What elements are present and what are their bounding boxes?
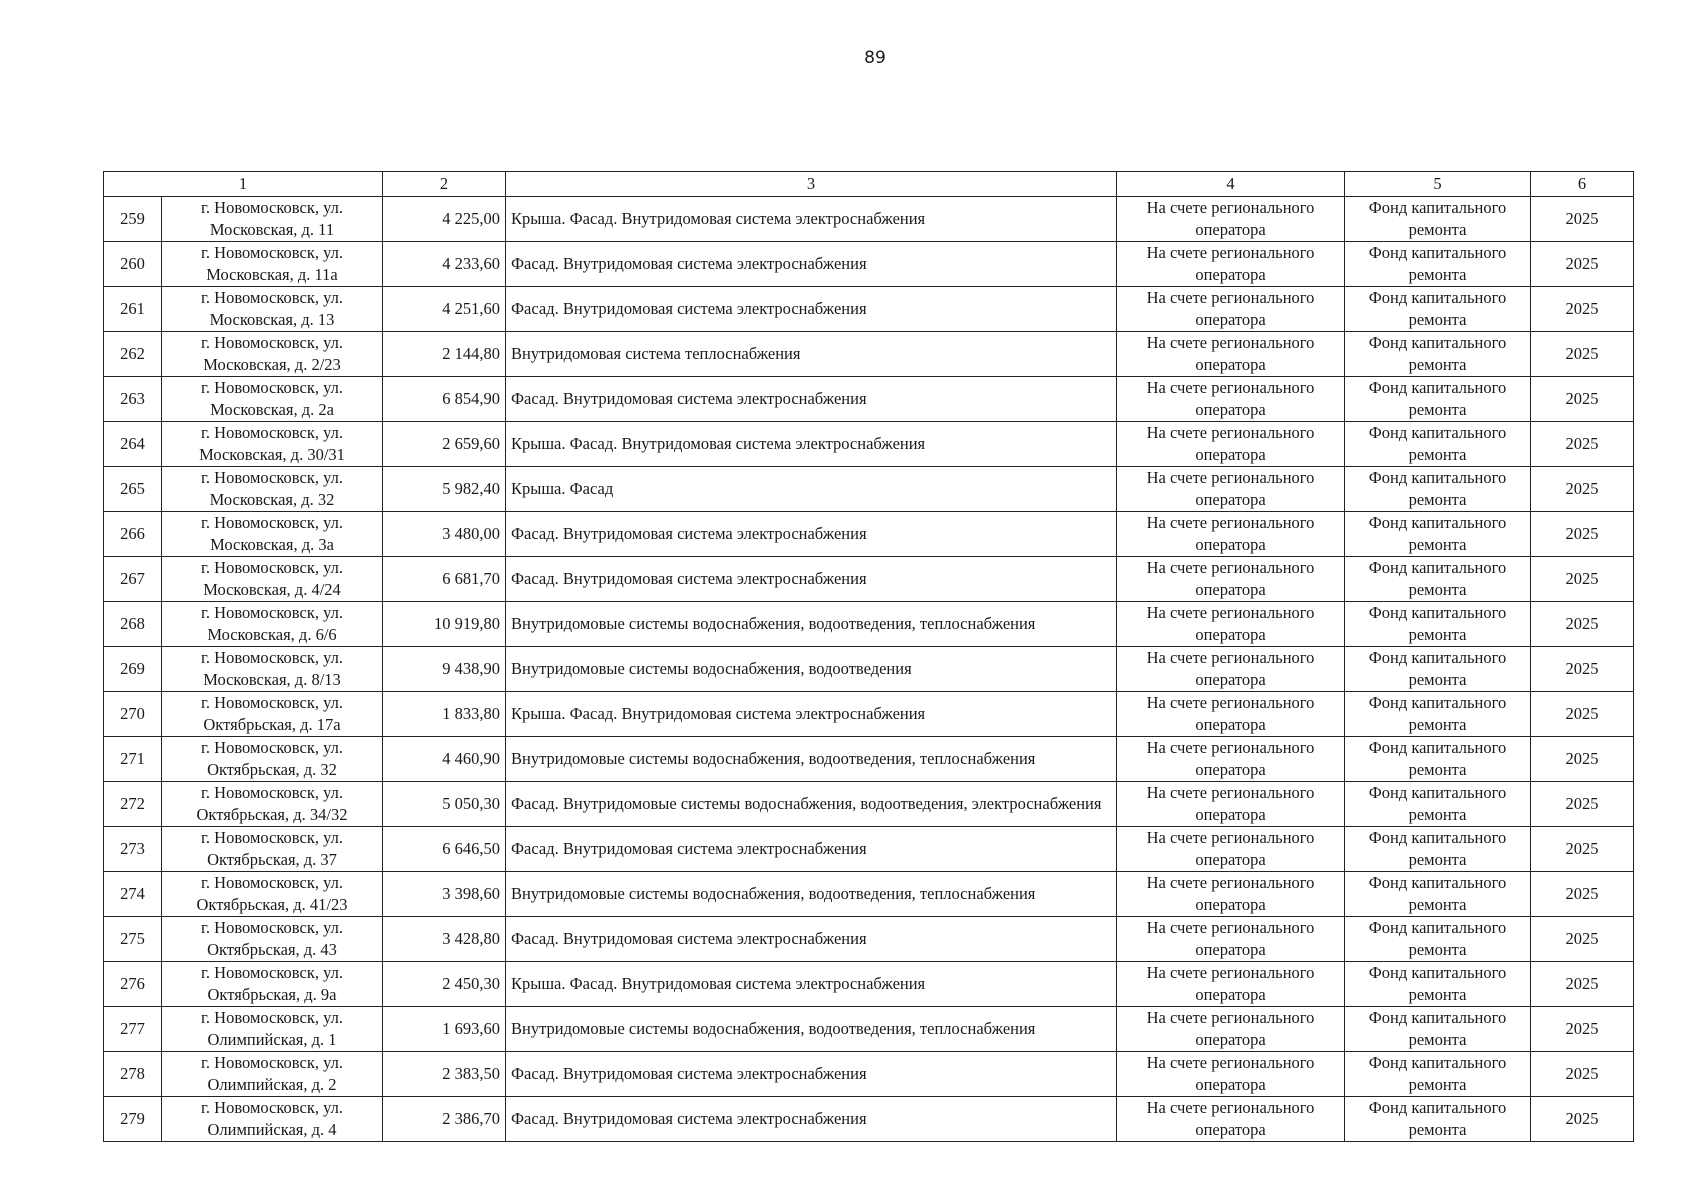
row-address: г. Новомосковск, ул. Московская, д. 32 bbox=[162, 467, 383, 512]
row-funding-source: Фонд капитального ремонта bbox=[1345, 242, 1531, 287]
table-row bbox=[104, 872, 1634, 917]
page-number: 89 bbox=[864, 48, 886, 68]
row-year: 2025 bbox=[1531, 287, 1634, 332]
row-address: г. Новомосковск, ул. Московская, д. 11а bbox=[162, 242, 383, 287]
row-cost: 6 854,90 bbox=[383, 377, 506, 422]
row-funding-source: Фонд капитального ремонта bbox=[1345, 647, 1531, 692]
row-funding-source: Фонд капитального ремонта bbox=[1345, 377, 1531, 422]
row-year: 2025 bbox=[1531, 377, 1634, 422]
row-funding-source: Фонд капитального ремонта bbox=[1345, 962, 1531, 1007]
row-number: 275 bbox=[104, 917, 162, 962]
row-funding-method: На счете регионального оператора bbox=[1117, 422, 1345, 467]
row-funding-method: На счете регионального оператора bbox=[1117, 782, 1345, 827]
row-funding-method: На счете регионального оператора bbox=[1117, 602, 1345, 647]
row-number: 278 bbox=[104, 1052, 162, 1097]
row-works: Фасад. Внутридомовая система электроснабжения bbox=[506, 287, 1117, 332]
row-address: г. Новомосковск, ул. Московская, д. 13 bbox=[162, 287, 383, 332]
row-funding-source: Фонд капитального ремонта bbox=[1345, 1097, 1531, 1142]
row-year: 2025 bbox=[1531, 962, 1634, 1007]
table-row bbox=[104, 332, 1634, 377]
row-year: 2025 bbox=[1531, 917, 1634, 962]
row-funding-method: На счете регионального оператора bbox=[1117, 377, 1345, 422]
row-works: Внутридомовая система теплоснабжения bbox=[506, 332, 1117, 377]
table-row bbox=[104, 557, 1634, 602]
row-number: 260 bbox=[104, 242, 162, 287]
table-row bbox=[104, 692, 1634, 737]
row-works: Внутридомовые системы водоснабжения, водоотведения, теплоснабжения bbox=[506, 602, 1117, 647]
row-cost: 9 438,90 bbox=[383, 647, 506, 692]
row-cost: 2 386,70 bbox=[383, 1097, 506, 1142]
row-address: г. Новомосковск, ул. Московская, д. 8/13 bbox=[162, 647, 383, 692]
row-works: Фасад. Внутридомовая система электроснабжения bbox=[506, 1052, 1117, 1097]
table-row bbox=[104, 242, 1634, 287]
row-funding-source: Фонд капитального ремонта bbox=[1345, 692, 1531, 737]
row-funding-method: На счете регионального оператора bbox=[1117, 1097, 1345, 1142]
table-row bbox=[104, 467, 1634, 512]
row-funding-method: На счете регионального оператора bbox=[1117, 197, 1345, 242]
row-address: г. Новомосковск, ул. Московская, д. 6/6 bbox=[162, 602, 383, 647]
row-year: 2025 bbox=[1531, 782, 1634, 827]
row-number: 272 bbox=[104, 782, 162, 827]
row-works: Фасад. Внутридомовая система электроснабжения bbox=[506, 827, 1117, 872]
row-funding-source: Фонд капитального ремонта bbox=[1345, 287, 1531, 332]
row-works: Внутридомовые системы водоснабжения, водоотведения, теплоснабжения bbox=[506, 737, 1117, 782]
header-col-3: 3 bbox=[506, 172, 1117, 197]
row-cost: 6 681,70 bbox=[383, 557, 506, 602]
row-cost: 6 646,50 bbox=[383, 827, 506, 872]
row-funding-method: На счете регионального оператора bbox=[1117, 512, 1345, 557]
row-funding-method: На счете регионального оператора bbox=[1117, 467, 1345, 512]
row-funding-source: Фонд капитального ремонта bbox=[1345, 917, 1531, 962]
row-cost: 2 383,50 bbox=[383, 1052, 506, 1097]
table-row bbox=[104, 1097, 1634, 1142]
row-works: Фасад. Внутридомовая система электроснабжения bbox=[506, 917, 1117, 962]
row-works: Фасад. Внутридомовая система электроснабжения bbox=[506, 1097, 1117, 1142]
row-funding-method: На счете регионального оператора bbox=[1117, 557, 1345, 602]
table-row bbox=[104, 737, 1634, 782]
row-address: г. Новомосковск, ул. Московская, д. 3а bbox=[162, 512, 383, 557]
row-number: 263 bbox=[104, 377, 162, 422]
table-row bbox=[104, 827, 1634, 872]
row-funding-method: На счете регионального оператора bbox=[1117, 332, 1345, 377]
row-funding-method: На счете регионального оператора bbox=[1117, 1052, 1345, 1097]
table-row bbox=[104, 602, 1634, 647]
header-col-6: 6 bbox=[1531, 172, 1634, 197]
row-cost: 5 050,30 bbox=[383, 782, 506, 827]
row-address: г. Новомосковск, ул. Олимпийская, д. 4 bbox=[162, 1097, 383, 1142]
row-works: Крыша. Фасад bbox=[506, 467, 1117, 512]
row-number: 273 bbox=[104, 827, 162, 872]
row-works: Крыша. Фасад. Внутридомовая система электроснабжения bbox=[506, 692, 1117, 737]
row-year: 2025 bbox=[1531, 242, 1634, 287]
row-funding-method: На счете регионального оператора bbox=[1117, 647, 1345, 692]
row-cost: 2 144,80 bbox=[383, 332, 506, 377]
row-number: 274 bbox=[104, 872, 162, 917]
table-row bbox=[104, 287, 1634, 332]
row-year: 2025 bbox=[1531, 332, 1634, 377]
row-funding-source: Фонд капитального ремонта bbox=[1345, 737, 1531, 782]
row-works: Внутридомовые системы водоснабжения, водоотведения bbox=[506, 647, 1117, 692]
row-works: Фасад. Внутридомовая система электроснабжения bbox=[506, 512, 1117, 557]
row-works: Крыша. Фасад. Внутридомовая система электроснабжения bbox=[506, 962, 1117, 1007]
header-col-5: 5 bbox=[1345, 172, 1531, 197]
row-cost: 3 428,80 bbox=[383, 917, 506, 962]
row-year: 2025 bbox=[1531, 467, 1634, 512]
row-cost: 2 659,60 bbox=[383, 422, 506, 467]
row-cost: 1 833,80 bbox=[383, 692, 506, 737]
row-funding-source: Фонд капитального ремонта bbox=[1345, 422, 1531, 467]
row-number: 279 bbox=[104, 1097, 162, 1142]
row-address: г. Новомосковск, ул. Московская, д. 2а bbox=[162, 377, 383, 422]
row-number: 266 bbox=[104, 512, 162, 557]
row-number: 261 bbox=[104, 287, 162, 332]
row-year: 2025 bbox=[1531, 557, 1634, 602]
row-year: 2025 bbox=[1531, 1007, 1634, 1052]
row-number: 277 bbox=[104, 1007, 162, 1052]
row-year: 2025 bbox=[1531, 1097, 1634, 1142]
row-funding-source: Фонд капитального ремонта bbox=[1345, 467, 1531, 512]
row-address: г. Новомосковск, ул. Московская, д. 11 bbox=[162, 197, 383, 242]
row-number: 262 bbox=[104, 332, 162, 377]
row-number: 264 bbox=[104, 422, 162, 467]
row-year: 2025 bbox=[1531, 422, 1634, 467]
capital-repair-table bbox=[103, 171, 1634, 1142]
row-address: г. Новомосковск, ул. Октябрьская, д. 17а bbox=[162, 692, 383, 737]
row-funding-source: Фонд капитального ремонта bbox=[1345, 1052, 1531, 1097]
row-year: 2025 bbox=[1531, 512, 1634, 557]
table-row bbox=[104, 917, 1634, 962]
row-number: 265 bbox=[104, 467, 162, 512]
row-cost: 2 450,30 bbox=[383, 962, 506, 1007]
table-row bbox=[104, 1007, 1634, 1052]
row-funding-method: На счете регионального оператора bbox=[1117, 962, 1345, 1007]
row-number: 267 bbox=[104, 557, 162, 602]
row-year: 2025 bbox=[1531, 1052, 1634, 1097]
row-address: г. Новомосковск, ул. Октябрьская, д. 9а bbox=[162, 962, 383, 1007]
row-address: г. Новомосковск, ул. Октябрьская, д. 34/32 bbox=[162, 782, 383, 827]
row-funding-source: Фонд капитального ремонта bbox=[1345, 1007, 1531, 1052]
row-address: г. Новомосковск, ул. Московская, д. 2/23 bbox=[162, 332, 383, 377]
row-cost: 3 398,60 bbox=[383, 872, 506, 917]
row-cost: 4 460,90 bbox=[383, 737, 506, 782]
row-cost: 5 982,40 bbox=[383, 467, 506, 512]
table-row bbox=[104, 782, 1634, 827]
table-row bbox=[104, 962, 1634, 1007]
row-year: 2025 bbox=[1531, 647, 1634, 692]
row-funding-method: На счете регионального оператора bbox=[1117, 242, 1345, 287]
table-header-row bbox=[104, 172, 1634, 197]
table-row bbox=[104, 1052, 1634, 1097]
row-funding-source: Фонд капитального ремонта bbox=[1345, 197, 1531, 242]
header-col-4: 4 bbox=[1117, 172, 1345, 197]
row-works: Крыша. Фасад. Внутридомовая система электроснабжения bbox=[506, 197, 1117, 242]
table-body bbox=[104, 197, 1634, 1142]
row-number: 259 bbox=[104, 197, 162, 242]
row-year: 2025 bbox=[1531, 737, 1634, 782]
row-address: г. Новомосковск, ул. Октябрьская, д. 41/23 bbox=[162, 872, 383, 917]
row-funding-source: Фонд капитального ремонта bbox=[1345, 872, 1531, 917]
row-funding-method: На счете регионального оператора bbox=[1117, 917, 1345, 962]
row-funding-method: На счете регионального оператора bbox=[1117, 1007, 1345, 1052]
row-cost: 4 233,60 bbox=[383, 242, 506, 287]
row-year: 2025 bbox=[1531, 872, 1634, 917]
row-address: г. Новомосковск, ул. Октябрьская, д. 43 bbox=[162, 917, 383, 962]
row-cost: 10 919,80 bbox=[383, 602, 506, 647]
row-year: 2025 bbox=[1531, 602, 1634, 647]
row-funding-source: Фонд капитального ремонта bbox=[1345, 827, 1531, 872]
table-row bbox=[104, 647, 1634, 692]
table-row bbox=[104, 512, 1634, 557]
row-works: Фасад. Внутридомовая система электроснабжения bbox=[506, 377, 1117, 422]
table-row bbox=[104, 422, 1634, 467]
row-funding-method: На счете регионального оператора bbox=[1117, 872, 1345, 917]
row-funding-method: На счете регионального оператора bbox=[1117, 827, 1345, 872]
row-funding-method: На счете регионального оператора bbox=[1117, 692, 1345, 737]
row-funding-method: На счете регионального оператора bbox=[1117, 287, 1345, 332]
row-works: Фасад. Внутридомовая система электроснабжения bbox=[506, 557, 1117, 602]
row-cost: 1 693,60 bbox=[383, 1007, 506, 1052]
row-works: Крыша. Фасад. Внутридомовая система электроснабжения bbox=[506, 422, 1117, 467]
row-funding-method: На счете регионального оператора bbox=[1117, 737, 1345, 782]
row-year: 2025 bbox=[1531, 692, 1634, 737]
row-works: Внутридомовые системы водоснабжения, водоотведения, теплоснабжения bbox=[506, 872, 1117, 917]
table-row bbox=[104, 197, 1634, 242]
table-row bbox=[104, 377, 1634, 422]
row-funding-source: Фонд капитального ремонта bbox=[1345, 602, 1531, 647]
row-number: 271 bbox=[104, 737, 162, 782]
row-year: 2025 bbox=[1531, 197, 1634, 242]
row-works: Внутридомовые системы водоснабжения, водоотведения, теплоснабжения bbox=[506, 1007, 1117, 1052]
row-year: 2025 bbox=[1531, 827, 1634, 872]
row-address: г. Новомосковск, ул. Московская, д. 30/31 bbox=[162, 422, 383, 467]
row-funding-source: Фонд капитального ремонта bbox=[1345, 512, 1531, 557]
row-funding-source: Фонд капитального ремонта bbox=[1345, 332, 1531, 377]
row-works: Фасад. Внутридомовые системы водоснабжения, водоотведения, электроснабжения bbox=[506, 782, 1117, 827]
row-address: г. Новомосковск, ул. Олимпийская, д. 2 bbox=[162, 1052, 383, 1097]
header-col-2: 2 bbox=[383, 172, 506, 197]
row-cost: 4 225,00 bbox=[383, 197, 506, 242]
row-funding-source: Фонд капитального ремонта bbox=[1345, 557, 1531, 602]
row-address: г. Новомосковск, ул. Октябрьская, д. 32 bbox=[162, 737, 383, 782]
row-funding-source: Фонд капитального ремонта bbox=[1345, 782, 1531, 827]
header-col-1: 1 bbox=[104, 172, 383, 197]
row-address: г. Новомосковск, ул. Октябрьская, д. 37 bbox=[162, 827, 383, 872]
row-number: 270 bbox=[104, 692, 162, 737]
row-works: Фасад. Внутридомовая система электроснабжения bbox=[506, 242, 1117, 287]
row-number: 268 bbox=[104, 602, 162, 647]
row-number: 276 bbox=[104, 962, 162, 1007]
row-cost: 4 251,60 bbox=[383, 287, 506, 332]
row-cost: 3 480,00 bbox=[383, 512, 506, 557]
row-address: г. Новомосковск, ул. Московская, д. 4/24 bbox=[162, 557, 383, 602]
row-number: 269 bbox=[104, 647, 162, 692]
row-address: г. Новомосковск, ул. Олимпийская, д. 1 bbox=[162, 1007, 383, 1052]
